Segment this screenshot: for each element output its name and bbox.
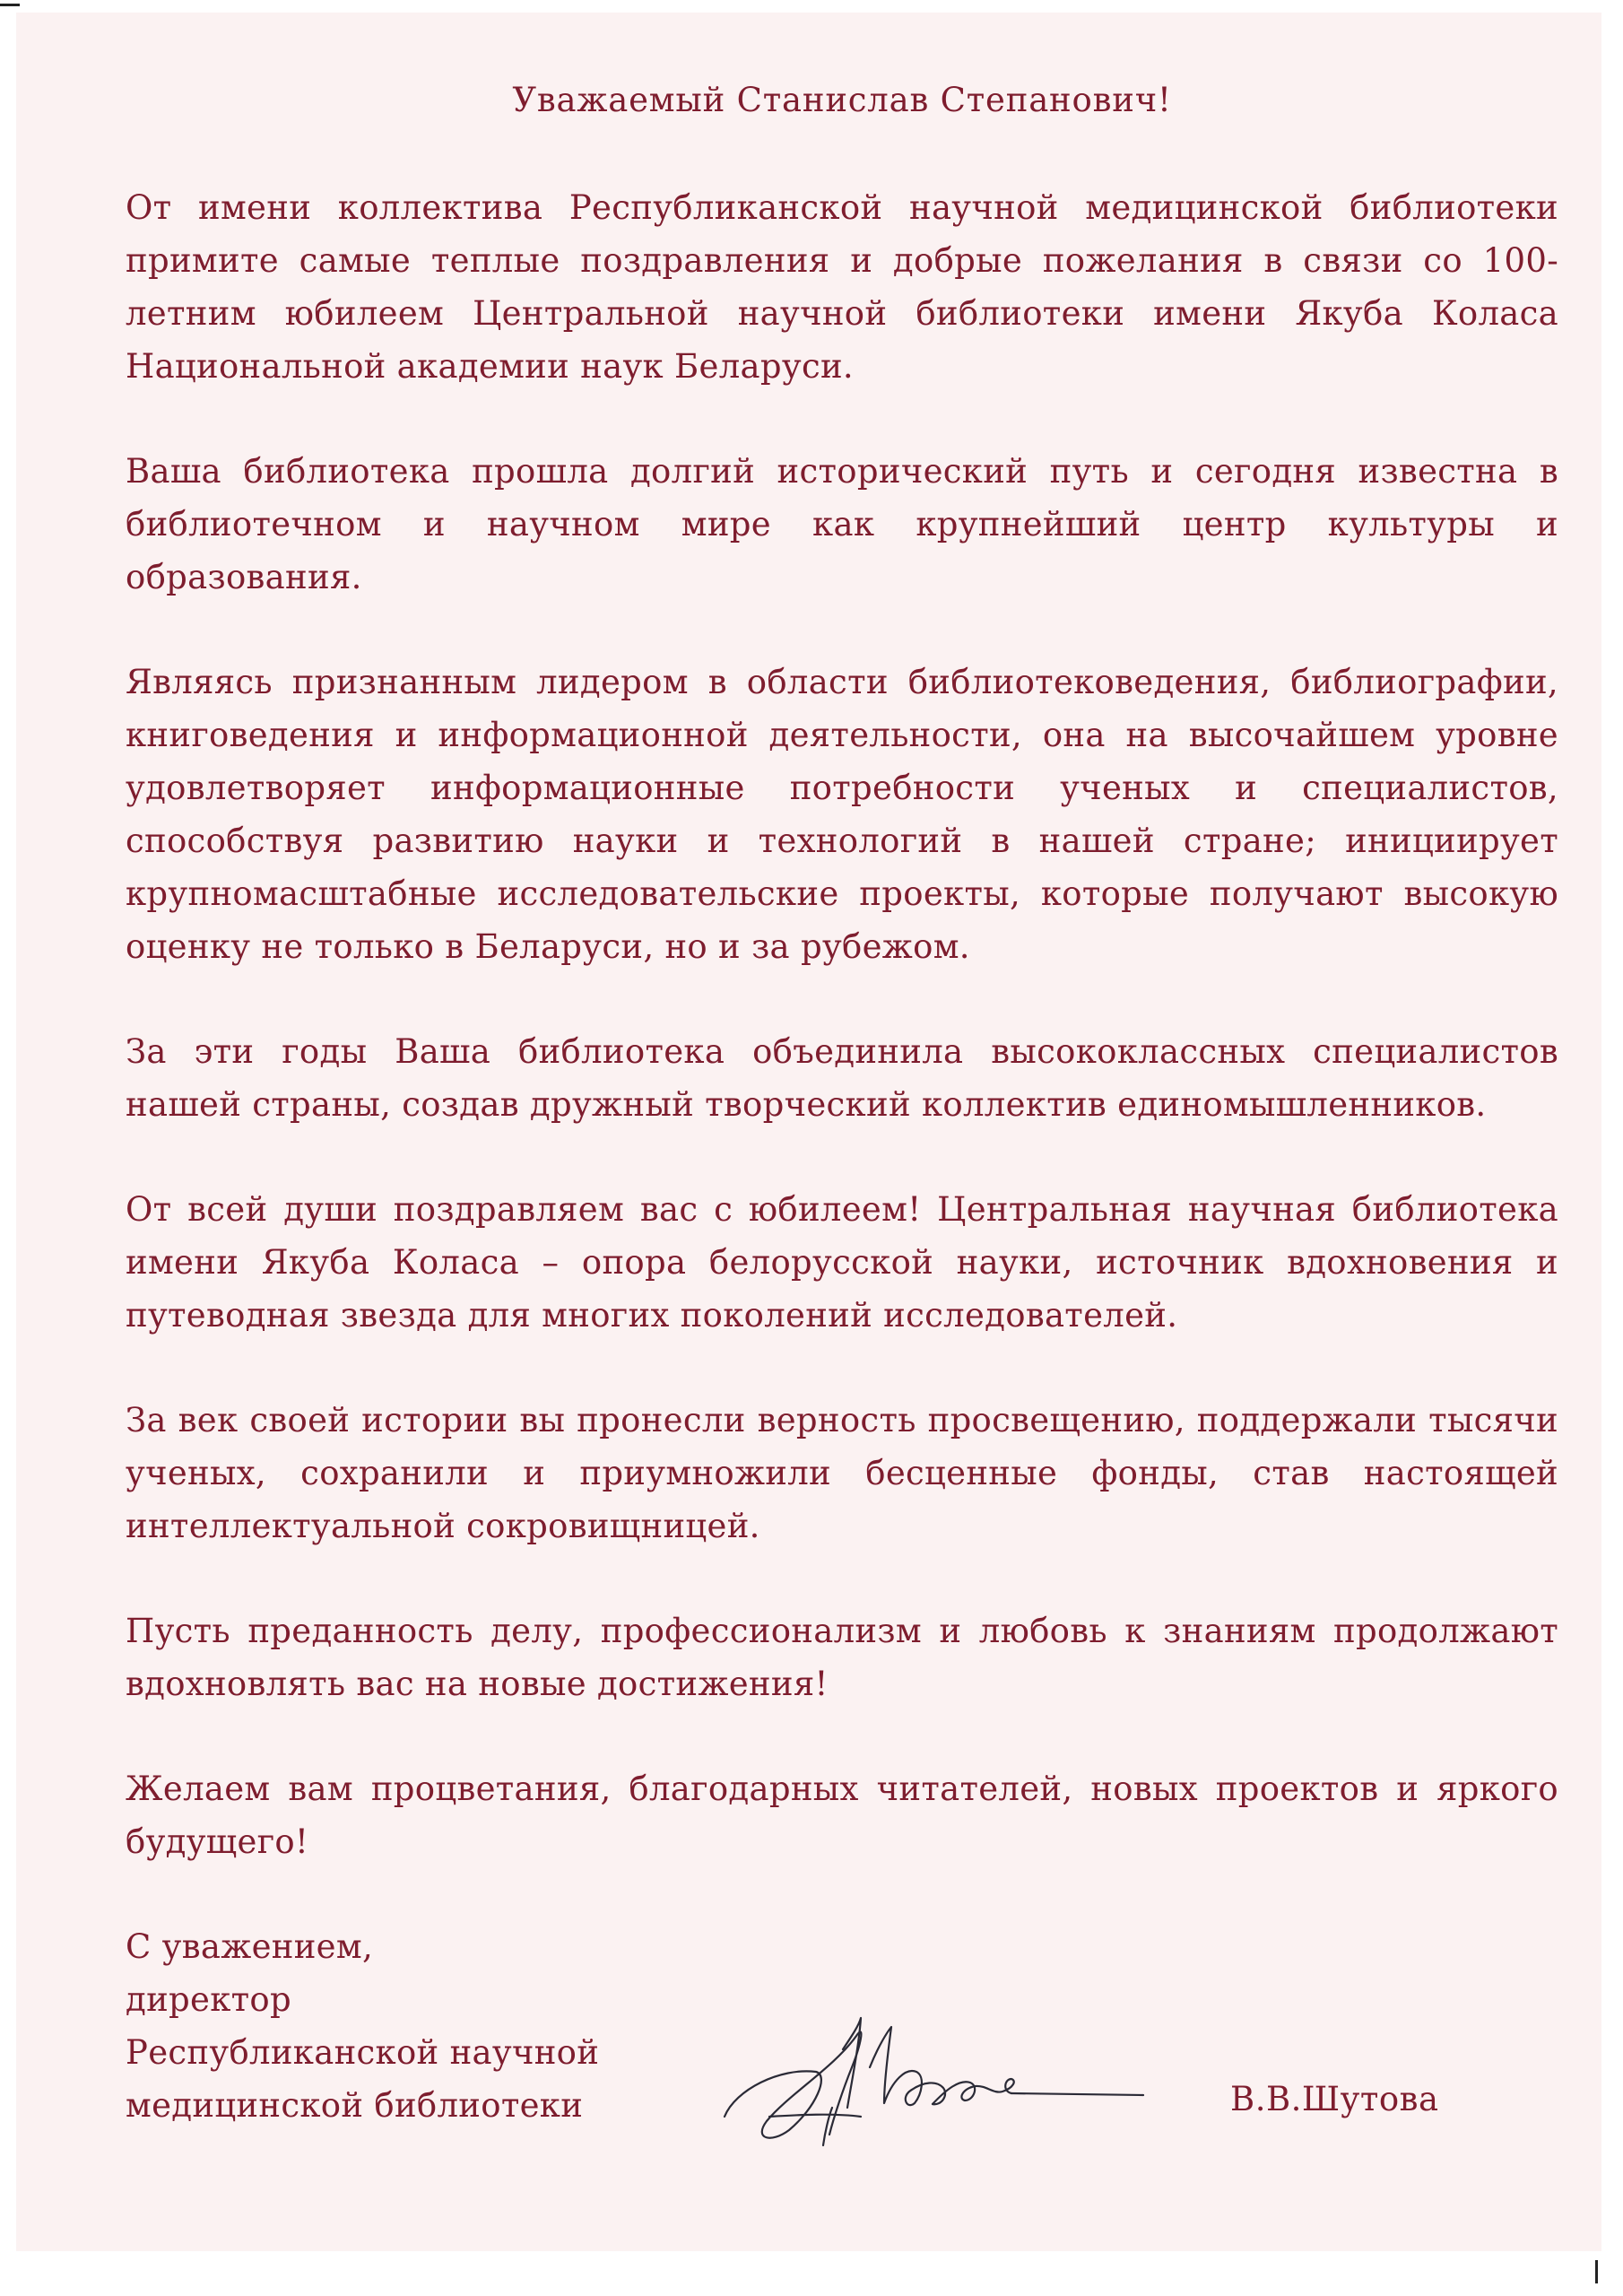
letter-body bbox=[126, 74, 1558, 2132]
paragraph: Желаем вам процветания, благодарных читателей, новых проектов и яркого будущего! bbox=[126, 1770, 1558, 1861]
scan-edge-mark bbox=[0, 4, 20, 6]
scan-edge-mark bbox=[1595, 2260, 1598, 2283]
paragraph: От всей души поздравляем вас с юбилеем! Центральная научная библиотека имени Якуба Коласа – опора белорусской науки, источник вдохновения и путеводная звезда для многих поколений исследователей. bbox=[126, 1190, 1558, 1335]
salutation: Уважаемый Станислав Степанович! bbox=[512, 81, 1172, 119]
paragraph: За век своей истории вы пронесли верность просвещению, поддержали тысячи ученых, сохранили и приумножили бесценные фонды, став настоящей интеллектуальной сокровищницей. bbox=[126, 1401, 1558, 1545]
signer-name: В.В.Шутова bbox=[1230, 2080, 1439, 2118]
paragraph: За эти годы Ваша библиотека объединила высококлассных специалистов нашей страны, создав дружный творческий коллектив единомышленников. bbox=[126, 1032, 1558, 1124]
paragraph: Пусть преданность делу, профессионализм и любовь к знаниям продолжают вдохновлять вас на новые достижения! bbox=[126, 1612, 1558, 1703]
signer-organization: медицинской библиотеки bbox=[126, 2086, 584, 2125]
paragraph: Являясь признанным лидером в области библиотековедения, библиографии, книговедения и информационной деятельности, она на высочайшем уровне удовлетворяет информационные потребности ученых и специалистов, способствуя развитию науки и технологий в нашей стране; инициирует крупномасштабные исследовательские проекты, которые получают высокую оценку не только в Беларуси, но и за рубежом. bbox=[126, 663, 1558, 966]
signer-position: директор bbox=[126, 1980, 291, 2019]
closing-line: С уважением, bbox=[126, 1927, 374, 1966]
handwritten-signature bbox=[717, 1982, 1166, 2170]
signer-organization: Республиканской научной bbox=[126, 2033, 600, 2072]
paragraph: От имени коллектива Республиканской научной медицинской библиотеки примите самые теплые поздравления и добрые пожелания в связи со 100-летним юбилеем Центральной научной библиотеки имени Якуба Коласа Национальной академии наук Беларуси. bbox=[126, 188, 1558, 386]
paragraph: Ваша библиотека прошла долгий исторический путь и сегодня известна в библиотечном и научном мире как крупнейший центр культуры и образования. bbox=[126, 452, 1558, 596]
